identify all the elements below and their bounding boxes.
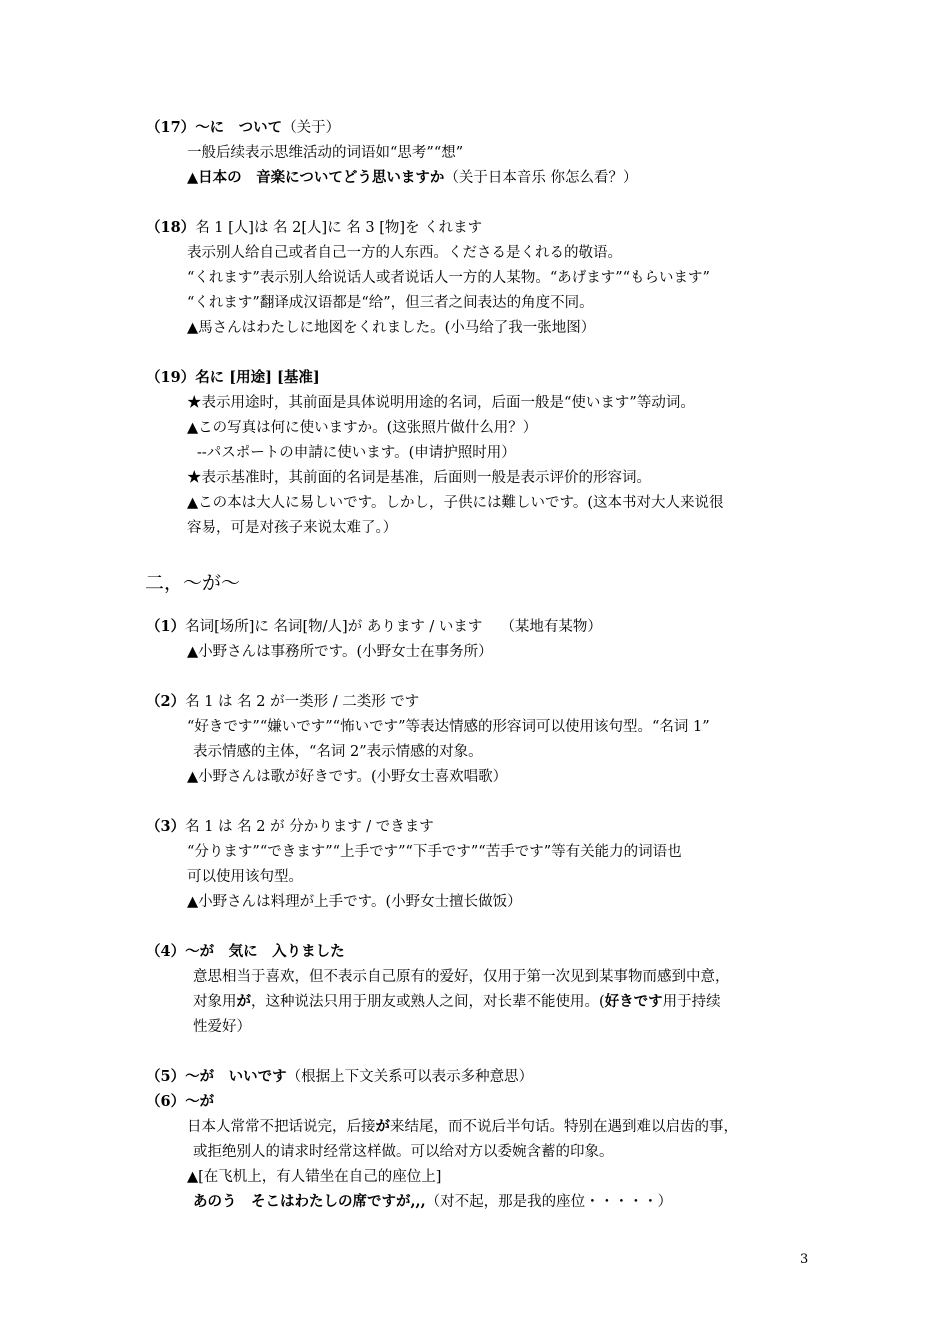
item-17-example-jp: 日本の 音楽についてどう思いますか xyxy=(198,169,445,186)
item-18-heading xyxy=(146,218,482,238)
item-6-example-jp: あのう そこはわたしの席ですが,,, xyxy=(193,1193,426,1210)
item-18-example: ▲馬さんはわたしに地図をくれました。(小马给了我一张地图） xyxy=(187,320,596,336)
item-2-example: ▲小野さんは歌が好きです。(小野女士喜欢唱歌） xyxy=(187,769,508,785)
item-6-example xyxy=(193,1192,672,1212)
item-18-number: （18） xyxy=(146,219,196,236)
item-6-example-cn: （对不起，那是我的座位・・・・・） xyxy=(425,1194,673,1210)
item-5-heading xyxy=(146,1067,533,1087)
item-19-line-6: 容易，可是对孩子来说太难了。） xyxy=(187,520,398,536)
item-6-line-1-c: 来结尾，而不说后半句话。特别在遇到难以启齿的事， xyxy=(390,1119,738,1135)
item-19-line-4: ★表示基准时，其前面的名词是基准，后面则一般是表示评价的形容词。 xyxy=(187,470,651,486)
item-6-pattern: 〜が xyxy=(185,1093,215,1110)
item-4-ga: が xyxy=(236,993,251,1010)
triangle-bullet-icon: ▲ xyxy=(187,170,199,186)
item-4-number: （4） xyxy=(146,943,186,960)
item-5-number: （5） xyxy=(146,1068,186,1085)
section-2-title: 二，〜が〜 xyxy=(145,572,241,594)
item-1-heading xyxy=(146,617,602,637)
item-3-line-1: “分ります”“できます”“上手です”“下手です”“苦手です”等有关能力的词语也 xyxy=(187,844,682,860)
item-6-number: （6） xyxy=(146,1093,186,1110)
item-2-line-1: “好きです”“嫌いです”“怖いです”等表达情感的形容词可以使用该句型。“名词 1” xyxy=(187,719,710,735)
item-6-ga: が xyxy=(375,1118,390,1135)
item-1-note: （某地有某物） xyxy=(500,619,602,635)
item-18-pattern: 名 1 [人]は 名 2[人]に 名 3 [物]を くれます xyxy=(195,220,483,236)
item-2-pattern: 名 1 は 名 2 が一类形 / 二类形 です xyxy=(185,694,420,710)
item-1-number: （1） xyxy=(146,618,186,635)
item-17-description: 一般后续表示思维活动的词语如“思考”“想” xyxy=(187,145,464,161)
item-6-heading xyxy=(146,1092,214,1112)
item-19-line-5: ▲この本は大人に易しいです。しかし，子供には難しいです。(这本书对大人来说很 xyxy=(187,495,724,511)
item-4-line-3: 性爱好） xyxy=(193,1019,251,1035)
item-6-line-1 xyxy=(187,1117,738,1137)
item-18-line-2: “くれます”表示别人给说话人或者说话人一方的人某物。“あげます”“もらいます” xyxy=(187,270,710,286)
item-4-line-1: 意思相当于喜欢，但不表示自己原有的爱好，仅用于第一次见到某事物而感到中意， xyxy=(193,969,730,985)
item-4-pattern: 〜が 気に 入りました xyxy=(185,943,345,960)
item-17-pattern: 〜に ついて xyxy=(195,119,283,136)
item-4-line-2-a: 对象用 xyxy=(193,994,237,1010)
item-1-pattern: 名词[场所]に 名词[物/人]が あります / います xyxy=(185,619,483,635)
item-6-line-3: ▲[在飞机上，有人错坐在自己的座位上] xyxy=(187,1169,442,1185)
item-18-line-1: 表示别人给自己或者自己一方的人东西。くださる是くれる的敬语。 xyxy=(187,245,622,261)
page-number: 3 xyxy=(800,1252,809,1267)
item-5-note: （根据上下文关系可以表示多种意思） xyxy=(286,1069,534,1085)
item-1-example: ▲小野さんは事務所です。(小野女士在事务所） xyxy=(187,644,493,660)
item-3-line-2: 可以使用该句型。 xyxy=(187,869,303,885)
item-4-line-2-c: ，这种说法只用于朋友或熟人之间，对长辈不能使用。( xyxy=(251,994,605,1010)
item-6-line-1-a: 日本人常常不把话说完，后接 xyxy=(187,1119,376,1135)
item-6-line-2: 或拒绝别人的请求时经常这样做。可以给对方以委婉含蓄的印象。 xyxy=(193,1144,614,1160)
item-17-number: （17） xyxy=(146,119,196,136)
item-4-line-2 xyxy=(193,992,721,1012)
item-2-heading xyxy=(146,692,419,712)
item-19-heading xyxy=(146,368,320,388)
item-19-pattern: 名に [用途] [基准] xyxy=(195,369,320,386)
item-2-number: （2） xyxy=(146,693,186,710)
item-3-heading xyxy=(146,817,434,837)
item-17-note: （关于） xyxy=(282,120,341,136)
item-4-sukidesu: 好きです xyxy=(604,993,663,1010)
item-19-line-1: ★表示用途时，其前面是具体说明用途的名词，后面一般是“使います”等动词。 xyxy=(187,395,695,411)
item-18-line-3: “くれます”翻译成汉语都是“给”，但三者之间表达的角度不同。 xyxy=(187,295,594,311)
item-3-pattern: 名 1 は 名 2 が 分かります / できます xyxy=(185,819,434,835)
item-19-line-3: --パスポートの申請に使います。(申请护照时用） xyxy=(197,445,516,461)
item-17-example-cn: （关于日本音乐 你怎么看？） xyxy=(444,170,638,186)
item-2-line-2: 表示情感的主体，“名词 2”表示情感的对象。 xyxy=(193,744,483,760)
item-17-example xyxy=(187,168,637,188)
item-3-example: ▲小野さんは料理が上手です。(小野女士擅长做饭） xyxy=(187,894,522,910)
item-19-number: （19） xyxy=(146,369,196,386)
item-4-line-2-e: 用于持续 xyxy=(662,994,721,1010)
item-4-heading xyxy=(146,942,345,962)
item-17-heading xyxy=(146,118,340,138)
item-19-line-2: ▲この写真は何に使いますか。(这张照片做什么用？） xyxy=(187,420,538,436)
item-5-pattern: 〜が いいです xyxy=(185,1068,287,1085)
item-3-number: （3） xyxy=(146,818,186,835)
